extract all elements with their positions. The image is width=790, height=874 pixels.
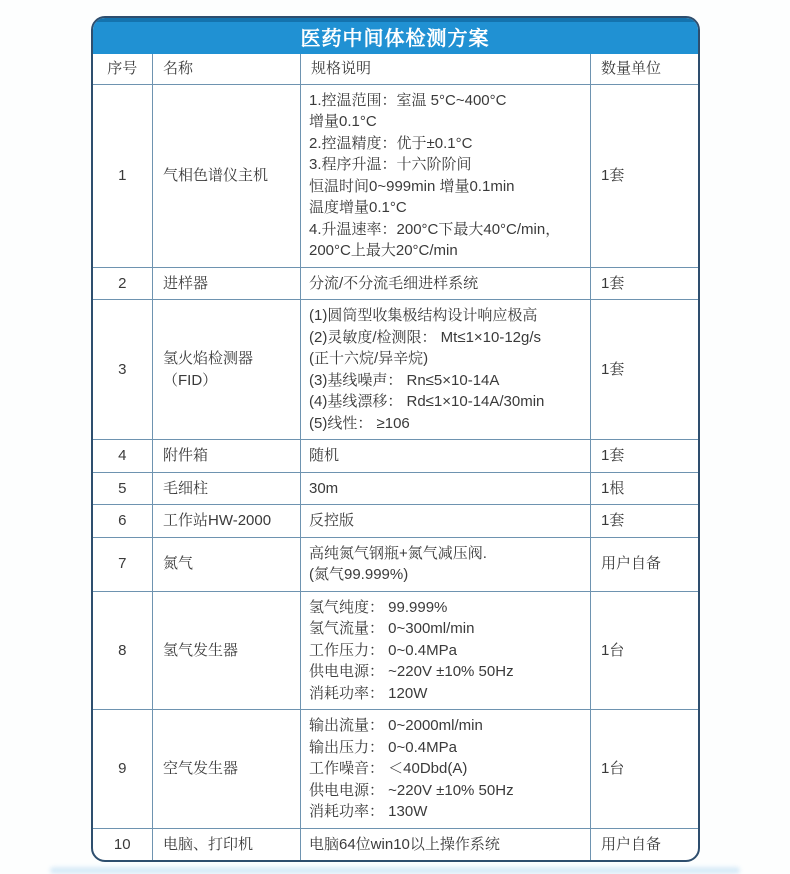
table-row	[93, 472, 698, 505]
cell-no: 7	[93, 537, 153, 591]
cell-spec	[301, 300, 591, 440]
spec-line: 输出流量： 0~2000ml/min	[309, 717, 483, 734]
cell-name: 气相色谱仪主机	[153, 84, 301, 267]
title-banner	[93, 18, 698, 54]
cell-qty: 1套	[591, 505, 698, 538]
cell-spec	[301, 267, 591, 300]
spec-line: (2)灵敏度/检测限： Mt≤1×10-12g/s	[309, 328, 542, 346]
cell-spec	[301, 591, 591, 710]
cell-name: 毛细柱	[153, 472, 301, 505]
table-row	[93, 505, 698, 538]
header-row	[93, 54, 698, 84]
table-row	[93, 267, 698, 300]
cell-no: 8	[93, 591, 153, 710]
cell-qty: 1套	[591, 267, 698, 300]
spec-line: 恒温时间0~999min 增量0.1min	[309, 177, 515, 195]
cell-spec	[301, 440, 591, 473]
spec-line: 消耗功率： 120W	[309, 684, 428, 702]
table-row	[93, 537, 698, 591]
cell-no: 6	[93, 505, 153, 538]
cell-qty: 1台	[591, 710, 698, 829]
spec-line: (1)圆筒型收集极结构设计响应极高	[309, 307, 538, 324]
cell-name: 空气发生器	[153, 710, 301, 829]
cell-name: 氮气	[153, 537, 301, 591]
cell-spec	[301, 505, 591, 538]
cell-spec	[301, 84, 591, 267]
spec-line: 氢气流量： 0~300ml/min	[309, 620, 475, 637]
spec-table	[93, 54, 698, 860]
spec-sheet	[91, 16, 700, 862]
spec-line: 30m	[309, 479, 339, 497]
spec-line: 200°C上最大20°C/min	[309, 242, 458, 259]
cell-qty: 1根	[591, 472, 698, 505]
spec-line: 消耗功率： 130W	[309, 803, 428, 820]
cell-no: 5	[93, 472, 153, 505]
cell-qty: 1套	[591, 300, 698, 440]
bottom-decoration	[50, 867, 740, 874]
cell-qty: 1台	[591, 591, 698, 710]
cell-name: 氢气发生器	[153, 591, 301, 710]
spec-line: (氮气99.999%)	[309, 566, 409, 583]
spec-line: 供电电源： ~220V ±10% 50Hz	[309, 781, 514, 799]
header-no: 序号	[93, 54, 153, 84]
cell-no: 4	[93, 440, 153, 473]
spec-line: 3.程序升温：十六阶阶间	[309, 156, 472, 173]
cell-no: 1	[93, 84, 153, 267]
cell-no: 3	[93, 300, 153, 440]
spec-line: 4.升温速率：200°C下最大40°C/min，	[309, 220, 561, 238]
table-row	[93, 84, 698, 267]
sheet-title: 医药中间体检测方案	[300, 27, 490, 50]
cell-spec	[301, 710, 591, 829]
cell-spec	[301, 828, 591, 860]
cell-qty: 用户自备	[591, 537, 698, 591]
cell-qty: 1套	[591, 84, 698, 267]
spec-line: 高纯氮气钢瓶+氮气减压阀.	[309, 544, 487, 562]
spec-line: 氢气纯度： 99.999%	[309, 598, 448, 616]
spec-line: 反控版	[309, 512, 355, 529]
table-row	[93, 591, 698, 710]
spec-line: 温度增量0.1°C	[309, 199, 407, 216]
cell-name: 附件箱	[153, 440, 301, 473]
table-row	[93, 440, 698, 473]
table-row	[93, 300, 698, 440]
header-qty: 数量单位	[591, 54, 698, 84]
cell-name: 工作站HW-2000	[153, 505, 301, 538]
cell-spec	[301, 472, 591, 505]
spec-line: 工作压力： 0~0.4MPa	[309, 641, 457, 659]
spec-line: (正十六烷/异辛烷)	[309, 350, 429, 367]
table-row	[93, 828, 698, 860]
spec-line: 工作噪音： ＜40Dbd(A)	[309, 760, 468, 777]
cell-name: 电脑、打印机	[153, 828, 301, 860]
cell-qty: 用户自备	[591, 828, 698, 860]
cell-no: 2	[93, 267, 153, 300]
spec-line: 输出压力： 0~0.4MPa	[309, 738, 457, 756]
spec-line: 增量0.1°C	[309, 113, 377, 130]
spec-line: 分流/不分流毛细进样系统	[309, 274, 479, 292]
spec-line: (3)基线噪声： Rn≤5×10-14A	[309, 371, 500, 389]
spec-line: 2.控温精度：优于±0.1°C	[309, 134, 473, 152]
cell-no: 10	[93, 828, 153, 860]
cell-no: 9	[93, 710, 153, 829]
spec-line: (4)基线漂移： Rd≤1×10-14A/30min	[309, 393, 545, 410]
cell-spec	[301, 537, 591, 591]
spec-line: 随机	[309, 447, 340, 464]
spec-line: 电脑64位win10以上操作系统	[309, 835, 500, 853]
cell-qty: 1套	[591, 440, 698, 473]
table-row	[93, 710, 698, 829]
spec-line: 1.控温范围：室温 5°C~400°C	[309, 91, 507, 109]
spec-line: 供电电源： ~220V ±10% 50Hz	[309, 663, 514, 680]
header-name: 名称	[153, 54, 301, 84]
spec-line: (5)线性： ≥106	[309, 414, 410, 432]
header-spec: 规格说明	[301, 54, 591, 84]
cell-name: 氢火焰检测器（FID）	[153, 300, 301, 440]
cell-name: 进样器	[153, 267, 301, 300]
